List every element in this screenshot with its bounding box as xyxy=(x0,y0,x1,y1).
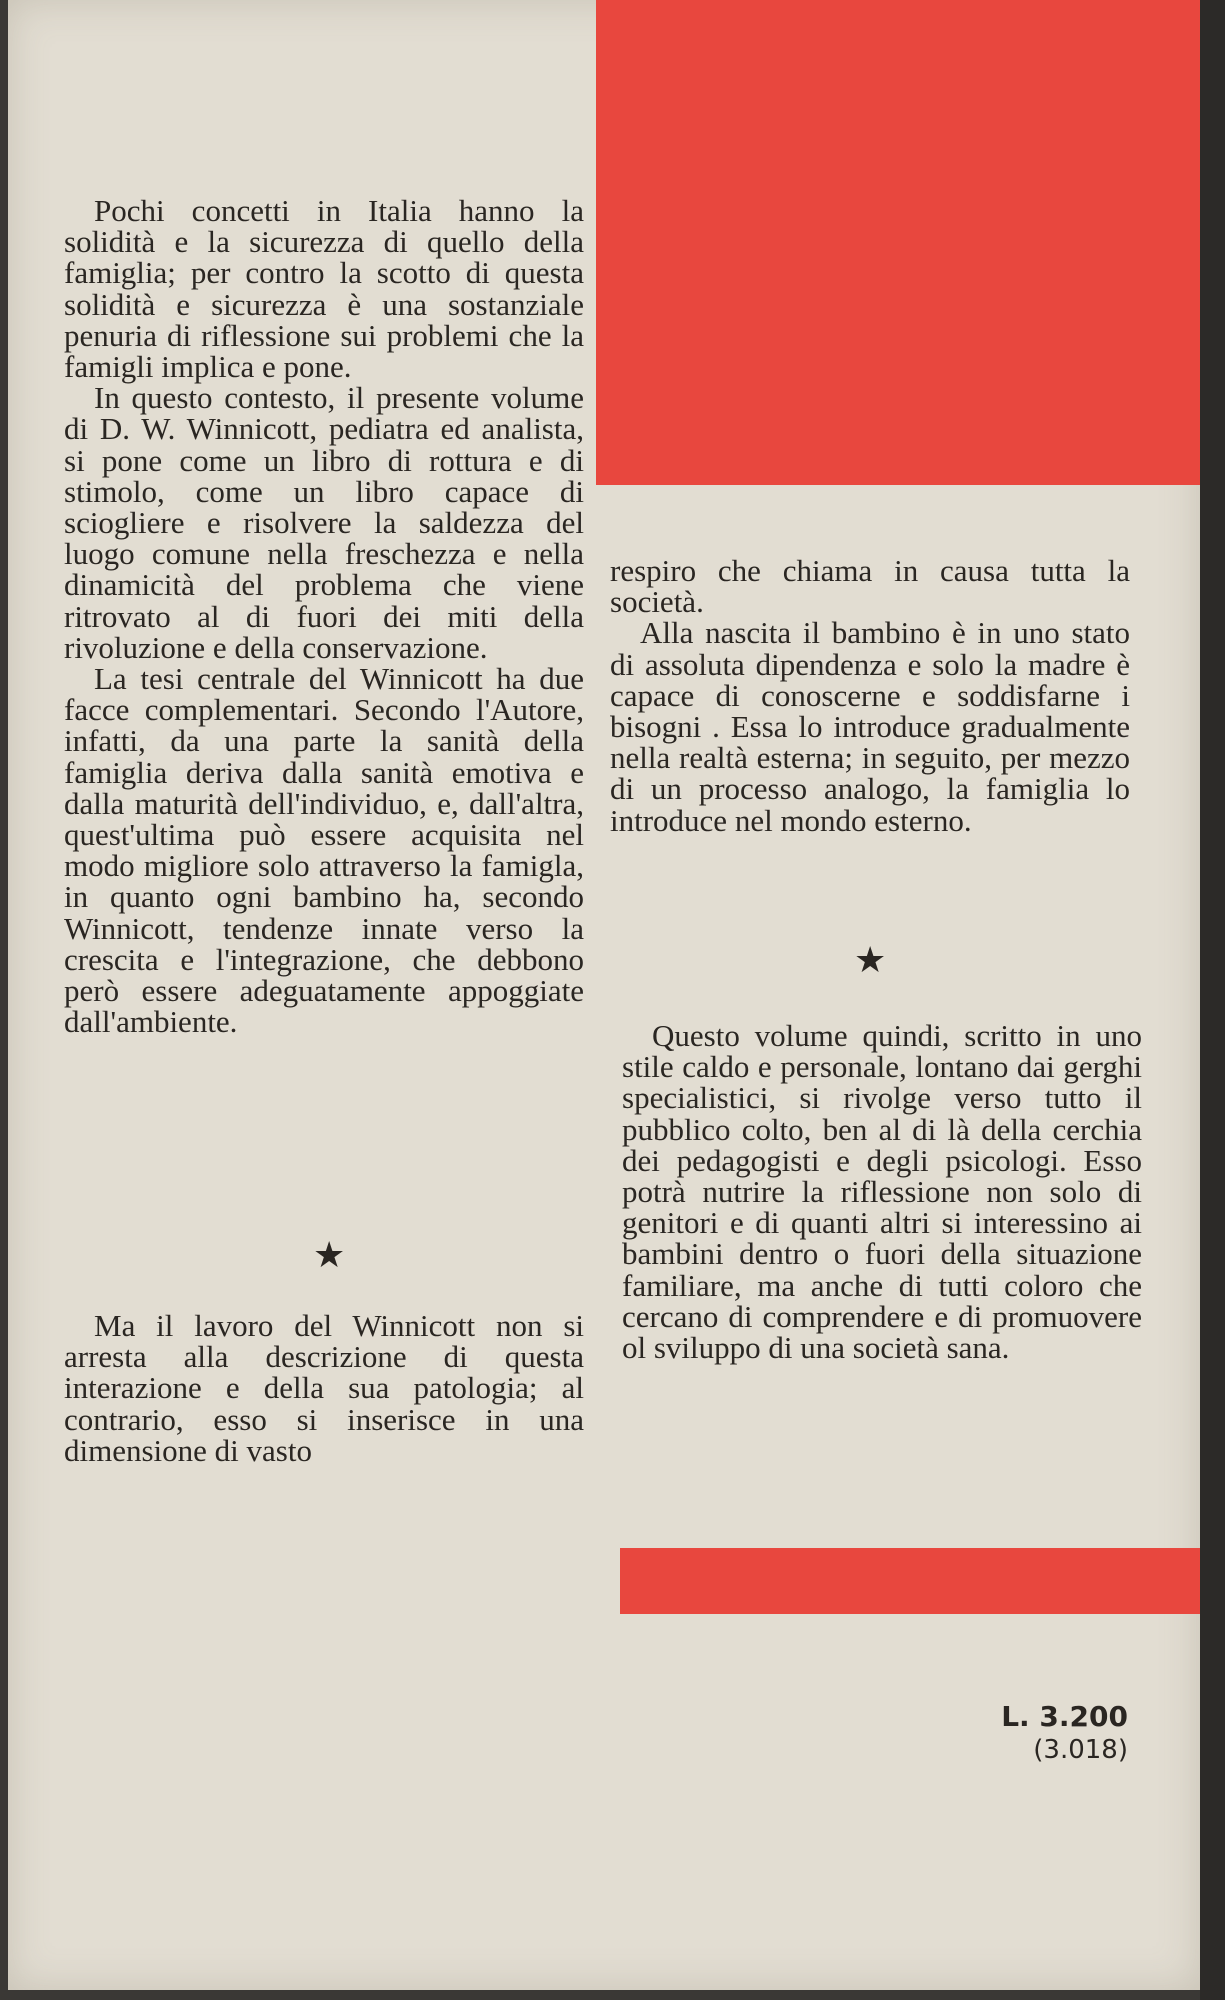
background-edge xyxy=(1200,0,1225,2000)
right-text-column-bottom xyxy=(622,1018,1142,1366)
right-paragraph-2: Alla nascita il bambino è in uno stato di assoluta dipendenza e solo la madre è capace di conoscerne e soddisfarne i bisogni . Essa lo introduce gradualmente nella realtà esterna; in seguito, per mezzo di un processo analogo, la famiglia lo introduce nel mondo esterno. xyxy=(610,615,1130,838)
left-paragraph-1: Pochi concetti in Italia hanno la solidità e la sicurezza di quello della famiglia; per contro la scotto di questa solidità e sicurezza è una sostanziale penuria di riflessione sui problemi che la famigli implica e pone. xyxy=(64,193,584,385)
star-separator-left: ★ xyxy=(313,1235,346,1276)
red-color-bar xyxy=(620,1548,1210,1614)
left-paragraph-4: Ma il lavoro del Winnicott non si arresta alla descrizione di questa interazione e della sua patologia; al contrario, esso si inserisce in una dimensione di vasto xyxy=(64,1308,584,1468)
left-text-column-bottom xyxy=(64,1310,584,1466)
right-paragraph-3: Questo volume quindi, scritto in uno stile caldo e personale, lontano dai gerghi specialistici, si rivolge verso tutto il pubblico colto, ben al di là della cerchia dei pedagogisti e degli psicologi. Esso potrà nutrire la riflessione non solo di genitori e di quanti altri si interessino ai bambini dentro o fuori della situazione familiare, ma anche di tutti coloro che cercano di comprendere e di promuovere ol sviluppo di una società sana. xyxy=(622,1018,1142,1366)
price-main: L. 3.200 xyxy=(1001,1700,1128,1733)
left-text-column xyxy=(64,193,584,1040)
right-text-column xyxy=(610,555,1130,836)
price-code: (3.018) xyxy=(1033,1735,1128,1765)
red-color-block xyxy=(596,0,1210,485)
right-paragraph-1: respiro che chiama in causa tutta la società. xyxy=(610,553,1130,620)
left-paragraph-3: La tesi centrale del Winnicott ha due facce complementari. Secondo l'Autore, infatti, da una parte la sanità della famiglia deriva dalla sanità emotiva e dalla maturità dell'individuo, e, dall'altra, quest'ultima può essere acquisita nel modo migliore solo attraverso la famigla, in quanto ogni bambino ha, secondo Winnicott, tendenze innate verso la crescita e l'integrazione, che debbono però essere adeguatamente appoggiate dall'ambiente. xyxy=(64,661,584,1040)
price-label xyxy=(968,1700,1128,1765)
star-separator-right: ★ xyxy=(854,940,887,981)
book-back-cover xyxy=(8,0,1200,1990)
left-paragraph-2: In questo contesto, il presente volume di D. W. Winnicott, pediatra ed analista, si pone come un libro di rottura e di stimolo, come un libro capace di sciogliere e risolvere la saldezza del luogo comune nella freschezza e nella dinamicità del problema che viene ritrovato al di fuori dei miti della rivoluzione e della conservazione. xyxy=(64,380,584,665)
